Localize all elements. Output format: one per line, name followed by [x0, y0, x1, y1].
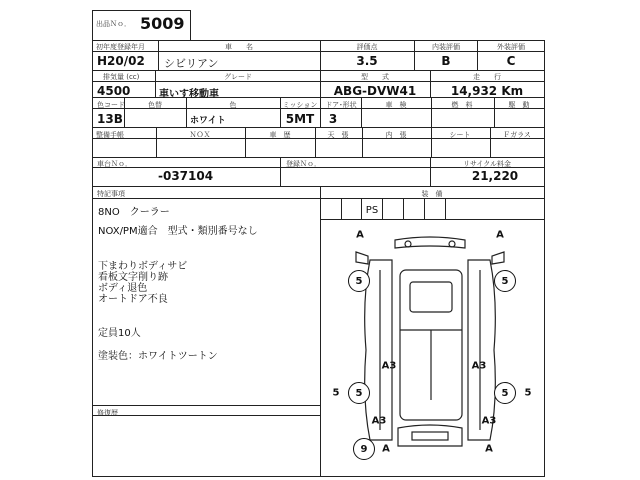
- fuel-label: 燃 料: [451, 101, 473, 109]
- damage-mark-a-front-left: A: [356, 229, 364, 241]
- color-label: 色: [229, 101, 237, 109]
- color-code-label: 色コード: [97, 101, 125, 109]
- repair-label: 修復歴: [97, 409, 118, 417]
- model-value: ABG-DVW41: [333, 84, 417, 98]
- history-label: 車 歴: [269, 131, 291, 139]
- chassis-value: -037104: [158, 169, 214, 183]
- note-line-3: 下まわりボディサビ: [98, 261, 188, 272]
- chassis-label: 車台Ｎｏ．: [97, 160, 132, 168]
- recycle-value: 21,220: [471, 169, 519, 183]
- reg-value: H20/02: [97, 54, 145, 68]
- damage-mark-5-right-front: 5: [494, 270, 516, 292]
- manual-label: 整備手帳: [96, 131, 124, 139]
- doors-label: ドア･形状: [325, 101, 357, 109]
- doors-value: 3: [328, 112, 338, 126]
- color-value: ホワイト: [190, 116, 226, 126]
- note-line-7: 定員10人: [98, 328, 141, 339]
- score-label: 評価点: [356, 43, 378, 51]
- damage-mark-5-right-rear: 5: [494, 382, 516, 404]
- cc-label: 排気量 (cc): [103, 73, 140, 81]
- mission-label: ミッション: [282, 101, 318, 109]
- damage-mark-a3-left: A3: [381, 360, 397, 372]
- grade-value: 車いす移動車: [159, 89, 219, 100]
- damage-mark-5-left-front: 5: [348, 270, 370, 292]
- seat-label: シート: [449, 131, 471, 139]
- regno-label: 登録Ｎｏ．: [286, 160, 321, 168]
- model-label: 型 式: [361, 73, 389, 81]
- note-line-8: 塗装色：ホワイトツートン: [98, 351, 218, 362]
- damage-mark-5-left-rear: 5: [348, 382, 370, 404]
- name-label: 車 名: [225, 43, 253, 51]
- interior-roof-label: 内 張: [385, 131, 407, 139]
- reg-label: 初年度登録年月: [96, 43, 145, 51]
- note-line-6: オートドア不良: [98, 294, 168, 305]
- grade-label: グレード: [224, 73, 252, 81]
- damage-mark-a3-right: A3: [471, 360, 487, 372]
- damage-mark-a-front-right: A: [496, 229, 504, 241]
- color-no-label: 色替: [148, 101, 162, 109]
- damage-mark-5-far-right: 5: [524, 387, 532, 399]
- lot-number: 5009: [140, 14, 185, 33]
- equip-label: 装 備: [421, 190, 443, 198]
- nox-label: ＮＯＸ: [189, 131, 211, 139]
- mileage-label: 走 行: [473, 73, 501, 81]
- note-line-1: 8NO クーラー: [98, 207, 170, 218]
- note-line-2: NOX/PM適合 型式・類別番号なし: [98, 226, 258, 237]
- damage-mark-a-rear-left: A: [382, 443, 390, 455]
- damage-mark-a-rear-right: A: [485, 443, 493, 455]
- lot-label: 出品Ｎｏ．: [96, 20, 131, 28]
- notes-label: 特記事項: [97, 190, 125, 198]
- equip-ps: PS: [365, 205, 379, 216]
- interior-label: 内装評価: [432, 43, 460, 51]
- note-line-4: 看板文字削り跡: [98, 272, 168, 283]
- damage-mark-a3-rear-left: A3: [371, 415, 387, 427]
- cc-value: 4500: [97, 84, 131, 98]
- damage-mark-a3-rear-right: A3: [481, 415, 497, 427]
- damage-mark-9-rear: 9: [353, 438, 375, 460]
- drive-label: 駆 動: [508, 101, 530, 109]
- interior-value: B: [441, 54, 451, 68]
- mission-value: 5MT: [285, 112, 315, 126]
- inspection-label: 車 検: [385, 101, 407, 109]
- damage-mark-5-far-left: 5: [332, 387, 340, 399]
- exterior-value: C: [506, 54, 516, 68]
- recycle-label: リサイクル料金: [462, 160, 512, 168]
- exterior-label: 外装評価: [497, 43, 525, 51]
- mileage-value: 14,932 Km: [450, 84, 524, 98]
- name-value: シビリアン: [164, 57, 219, 70]
- score-value: 3.5: [356, 54, 378, 68]
- color-code-value: 13B: [97, 112, 123, 126]
- roof-label: 天 張: [327, 131, 349, 139]
- note-line-5: ボディ退色: [98, 283, 148, 294]
- glass-label: Ｆガラス: [503, 131, 531, 139]
